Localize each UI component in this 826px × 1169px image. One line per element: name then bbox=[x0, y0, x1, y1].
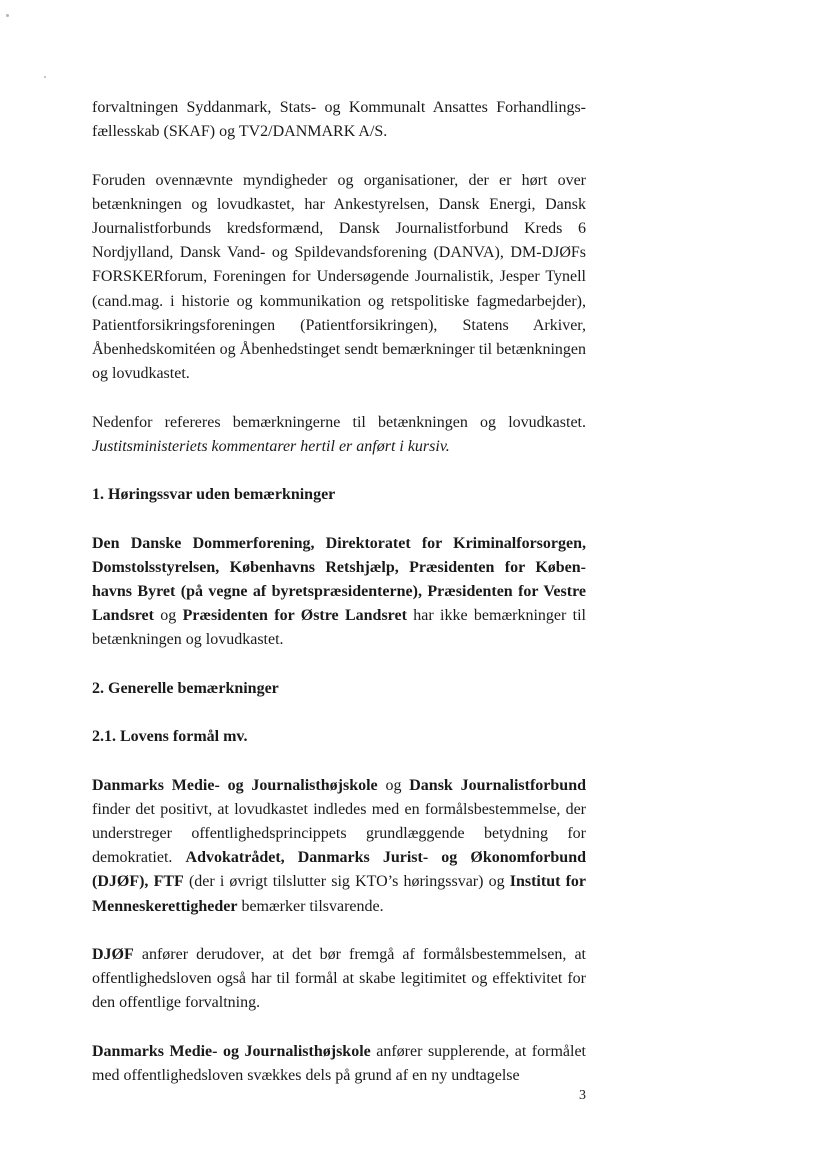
section-2-1-paragraph-1 bbox=[92, 774, 586, 919]
section-2-heading: 2. Generelle bemærkninger bbox=[92, 679, 279, 697]
section-1-paragraph bbox=[92, 532, 586, 653]
scan-speck bbox=[44, 76, 46, 78]
section-1-rest: har ikke bemærkninger til betænkningen og lovudkastet. bbox=[92, 607, 587, 649]
paragraph-text: bemærker tilsvarende. bbox=[237, 897, 384, 915]
bold-org: Danmarks Medie- og Journalisthøjskole bbox=[92, 1042, 371, 1060]
page-body bbox=[92, 96, 586, 1112]
summary-paragraph bbox=[92, 411, 586, 459]
bold-last-party: Præsidenten for Østre Landsret bbox=[182, 607, 407, 625]
bold-org: Institut for Menneskerettigheder bbox=[92, 873, 587, 915]
page-number: 3 bbox=[579, 1088, 586, 1103]
section-2-1-heading: 2.1. Lovens formål mv. bbox=[92, 728, 248, 746]
summary-text: Nedenfor refereres bemærkningerne til betænkningen og lovudkastet. bbox=[92, 413, 586, 431]
bold-org: DJØF bbox=[92, 945, 134, 963]
section-1-heading: 1. Høringssvar uden bemærkninger bbox=[92, 486, 336, 504]
section-2-1-paragraph-3 bbox=[92, 1040, 586, 1088]
bold-org: Danmarks Medie- og Journalisthøjskole bbox=[92, 776, 378, 794]
paragraph-text: anfører derudover, at det bør fremgå af formålsbestemmelsen, at offentlighedsloven også har til formål at skabe legitimitet og effektivitet for den offentlige forvaltning. bbox=[92, 945, 586, 1012]
paragraph-text: finder det positivt, at lovudkastet indledes med en formålsbestemmelse, der understreger offentlighedsprincippets grundlæggende betydning for demokratiet. bbox=[92, 800, 586, 867]
bold-parties: Den Danske Dommerforening, Direktoratet for Kriminalforsorgen, Domstolsstyrelsen, Københavns Retshjælp, Præsidenten for Københavns Byret (på vegne af byretspræsidenterne), Præsidenten for Vestre Landsret bbox=[92, 534, 586, 625]
scan-speck bbox=[6, 14, 9, 17]
summary-italic-note: Justitsministeriets kommentarer hertil er anført i kursiv. bbox=[92, 437, 450, 455]
bold-org: Advokatrådet, Danmarks Jurist- og Økonomforbund (DJØF), FTF bbox=[92, 849, 586, 891]
connector-text: og bbox=[153, 607, 183, 625]
consulted-parties-paragraph: Foruden ovennævnte myndigheder og organisationer, der er hørt over betænkningen og lovudkastet, har Ankestyrelsen, Dansk Energi, Dansk Journalistforbunds kredsformænd, Dansk Journalistforbund Kreds 6 Nordjylland, Dansk Vand- og Spildevandsforening (DANVA), DM-DJØFs FORSKERforum, Foreningen for Undersøgende Journalistik, Jesper Tynell (cand.mag. i historie og kommunikation og retspolitiske fagmedarbejder), Patientforsikringsforeningen (Patientforsikringen), Statens Arkiver, Åbenhedskomitéen og Åbenhedstinget sendt bemærkninger til betænkningen og lovudkastet. bbox=[92, 171, 586, 383]
paragraph-text: (der i øvrigt tilslutter sig KTO’s høringssvar) og bbox=[183, 873, 510, 891]
paragraph-text: og bbox=[377, 776, 410, 794]
paragraph-text: anfører supplerende, at formålet med offentlighedsloven svækkes dels på grund af en ny undtagelse bbox=[92, 1042, 587, 1084]
bold-org: Dansk Journalistforbund bbox=[409, 776, 586, 794]
section-2-1-paragraph-2 bbox=[92, 943, 586, 1016]
intro-paragraph: forvaltningen Syddanmark, Stats- og Kommunalt Ansattes Forhandlingsfællesskab (SKAF) og TV2/DANMARK A/S. bbox=[92, 99, 586, 141]
